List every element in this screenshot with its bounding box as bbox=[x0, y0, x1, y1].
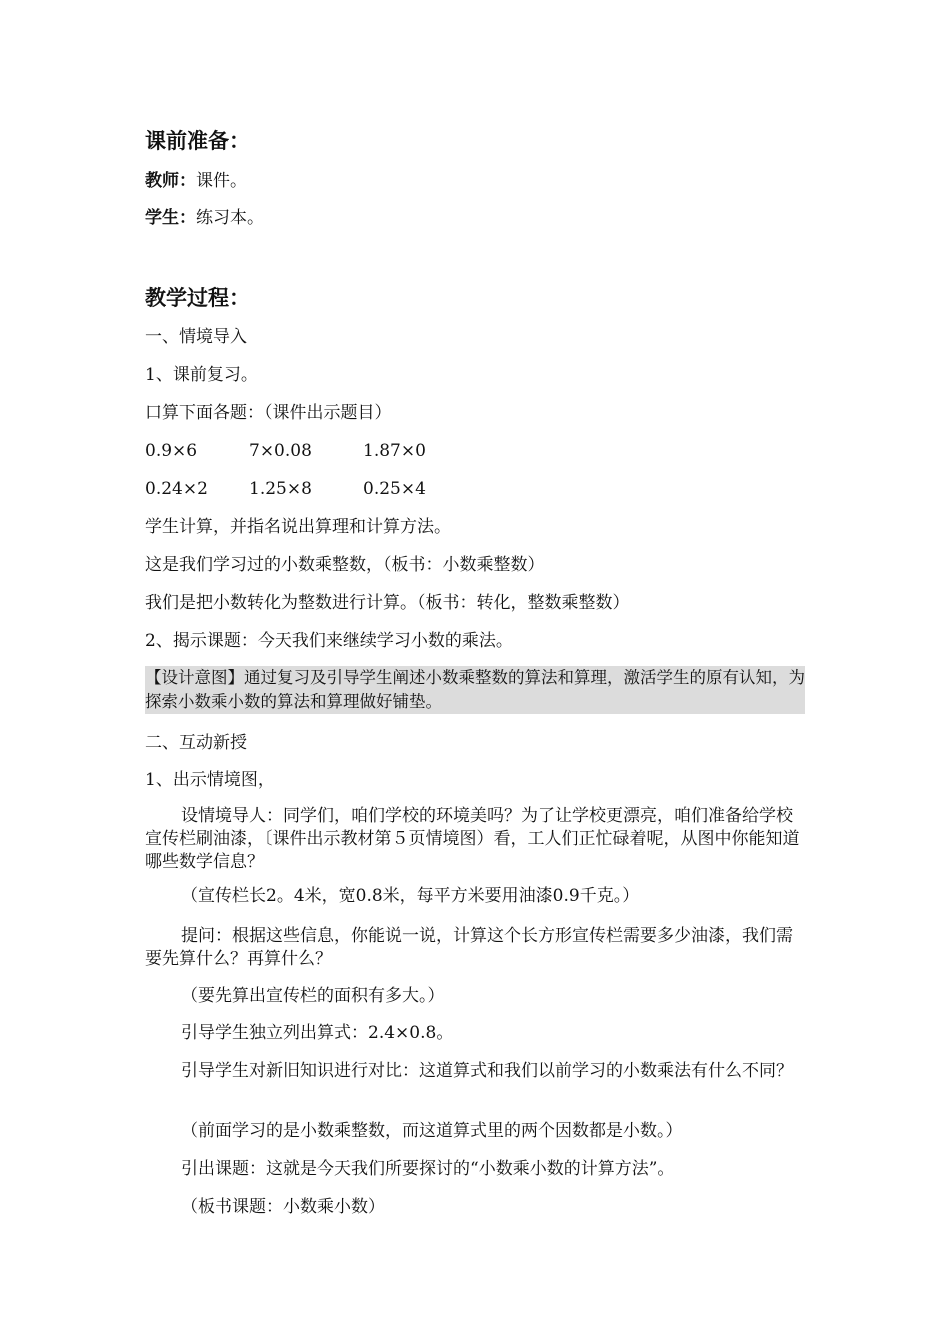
section1-title: 一、情境导入 bbox=[145, 327, 247, 347]
teacher-text: 课件。 bbox=[196, 171, 247, 191]
exercise-row bbox=[145, 441, 426, 461]
paragraph-board: （板书课题：小数乘小数） bbox=[181, 1197, 385, 1217]
exercise-row bbox=[145, 479, 426, 499]
paragraph-topic: 引出课题：这就是今天我们所要探讨的“小数乘小数的计算方法”。 bbox=[181, 1159, 675, 1179]
teacher-label: 教师： bbox=[145, 171, 196, 191]
section1-item1: 1、课前复习。 bbox=[145, 365, 258, 385]
exercise-cell: 1.25×8 bbox=[249, 479, 312, 499]
design-intent-text: 通过复习及引导学生阐述小数乘整数的算法和算理，激活学生的原有认知，为探索小数乘小数的算法和算理做好铺垫。 bbox=[145, 668, 805, 711]
paragraph-formula: 引导学生独立列出算式：2.4×0.8。 bbox=[181, 1023, 454, 1043]
student-line bbox=[145, 208, 264, 228]
exercise-cell: 0.25×4 bbox=[363, 479, 426, 499]
prep-heading: 课前准备： bbox=[145, 129, 250, 153]
section2-title: 二、互动新授 bbox=[145, 733, 247, 753]
section2-item1: 1、出示情境图， bbox=[145, 770, 275, 790]
exercise-cell: 0.24×2 bbox=[145, 479, 208, 499]
oral-calc-line: 口算下面各题：（课件出示题目） bbox=[145, 403, 392, 423]
text-line: 学生计算，并指名说出算理和计算方法。 bbox=[145, 517, 451, 537]
student-label: 学生： bbox=[145, 208, 196, 228]
exercise-cell: 1.87×0 bbox=[363, 441, 426, 461]
exercise-cell: 7×0.08 bbox=[249, 441, 312, 461]
section1-item2: 2、揭示课题：今天我们来继续学习小数的乘法。 bbox=[145, 631, 513, 651]
paragraph-compare: 引导学生对新旧知识进行对比：这道算式和我们以前学习的小数乘法有什么不同？ bbox=[181, 1061, 793, 1081]
design-intent-block bbox=[145, 666, 805, 714]
paragraph-scene-intro: 设情境导人：同学们，咱们学校的环境美吗？为了让学校更漂亮，咱们准备给学校宣传栏刷油漆，〔课件出示教材第５页情境图）看，工人们正忙碌着呢，从图中你能知道哪些数学信息？ bbox=[145, 806, 800, 872]
paragraph-question: 提问：根据这些信息，你能说一说，计算这个长方形宣传栏需要多少油漆，我们需要先算什么？再算什么？ bbox=[145, 926, 793, 969]
design-intent-label: 【设计意图】 bbox=[145, 668, 244, 687]
paragraph-info: （宣传栏长2。4米，宽0.8米，每平方米要用油漆0.9千克。） bbox=[181, 886, 640, 906]
paragraph-answer: （要先算出宣传栏的面积有多大。） bbox=[181, 986, 445, 1006]
student-text: 练习本。 bbox=[196, 208, 264, 228]
exercise-cell: 0.9×6 bbox=[145, 441, 198, 461]
process-heading: 教学过程： bbox=[145, 286, 250, 310]
text-line: 我们是把小数转化为整数进行计算。（板书：转化，整数乘整数） bbox=[145, 593, 630, 613]
paragraph-difference: （前面学习的是小数乘整数，而这道算式里的两个因数都是小数。） bbox=[181, 1121, 683, 1141]
text-line: 这是我们学习过的小数乘整数，（板书：小数乘整数） bbox=[145, 555, 545, 575]
teacher-line bbox=[145, 171, 247, 191]
